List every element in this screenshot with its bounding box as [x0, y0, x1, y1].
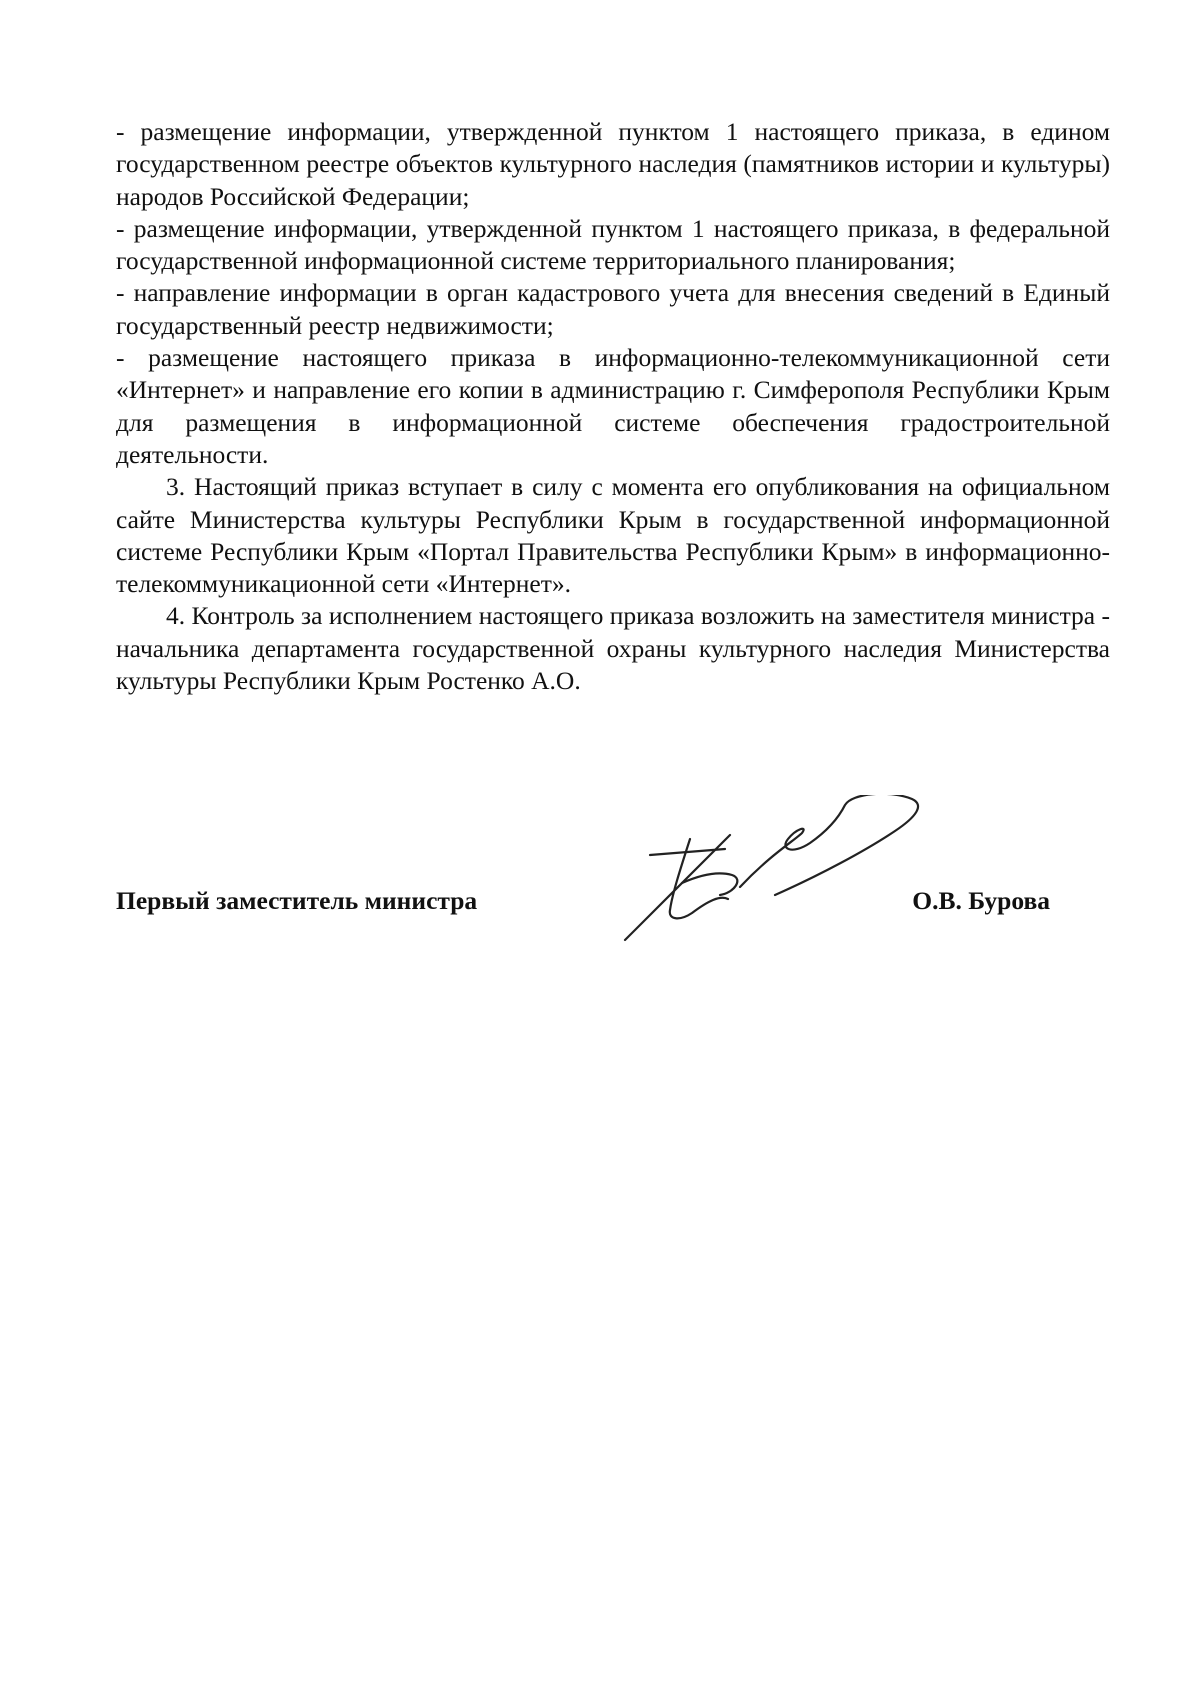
bullet-paragraph-egrokn: - размещение информации, утвержденной пунктом 1 настоящего приказа, в едином государственном реестре объектов культурного наследия (памятников истории и культуры) народов Российской Федерации;	[116, 117, 1110, 211]
bullet-paragraph-internet: - размещение настоящего приказа в информационно-телекоммуникационной сети «Интернет» и направление его копии в администрацию г. Симферополя Республики Крым для размещения в информационной системе обеспечения градостроительной деятельности.	[116, 343, 1110, 469]
numbered-paragraph-3: 3. Настоящий приказ вступает в силу с момента его опубликования на официальном сайте Министерства культуры Республики Крым в государственной информационной системе Республики Крым «Портал Правительства Республики Крым» в информационно-телекоммуникационной сети «Интернет».	[116, 472, 1110, 599]
signature-block	[116, 866, 1110, 946]
bullet-paragraph-cadastral: - направление информации в орган кадастрового учета для внесения сведений в Единый государственный реестр недвижимости;	[116, 278, 1110, 340]
signatory-name: О.В. Бурова	[912, 886, 1050, 915]
handwritten-signature	[620, 795, 930, 945]
bullet-paragraph-fgis-tp: - размещение информации, утвержденной пунктом 1 настоящего приказа, в федеральной государственной информационной системе территориального планирования;	[116, 213, 1110, 276]
document-body	[116, 116, 1110, 697]
numbered-paragraph-4: 4. Контроль за исполнением настоящего приказа возложить на заместителя министра - начальника департамента государственной охраны культурного наследия Министерства культуры Республики Крым Ростенко А.О.	[116, 601, 1110, 696]
signatory-position: Первый заместитель министра	[116, 886, 478, 915]
